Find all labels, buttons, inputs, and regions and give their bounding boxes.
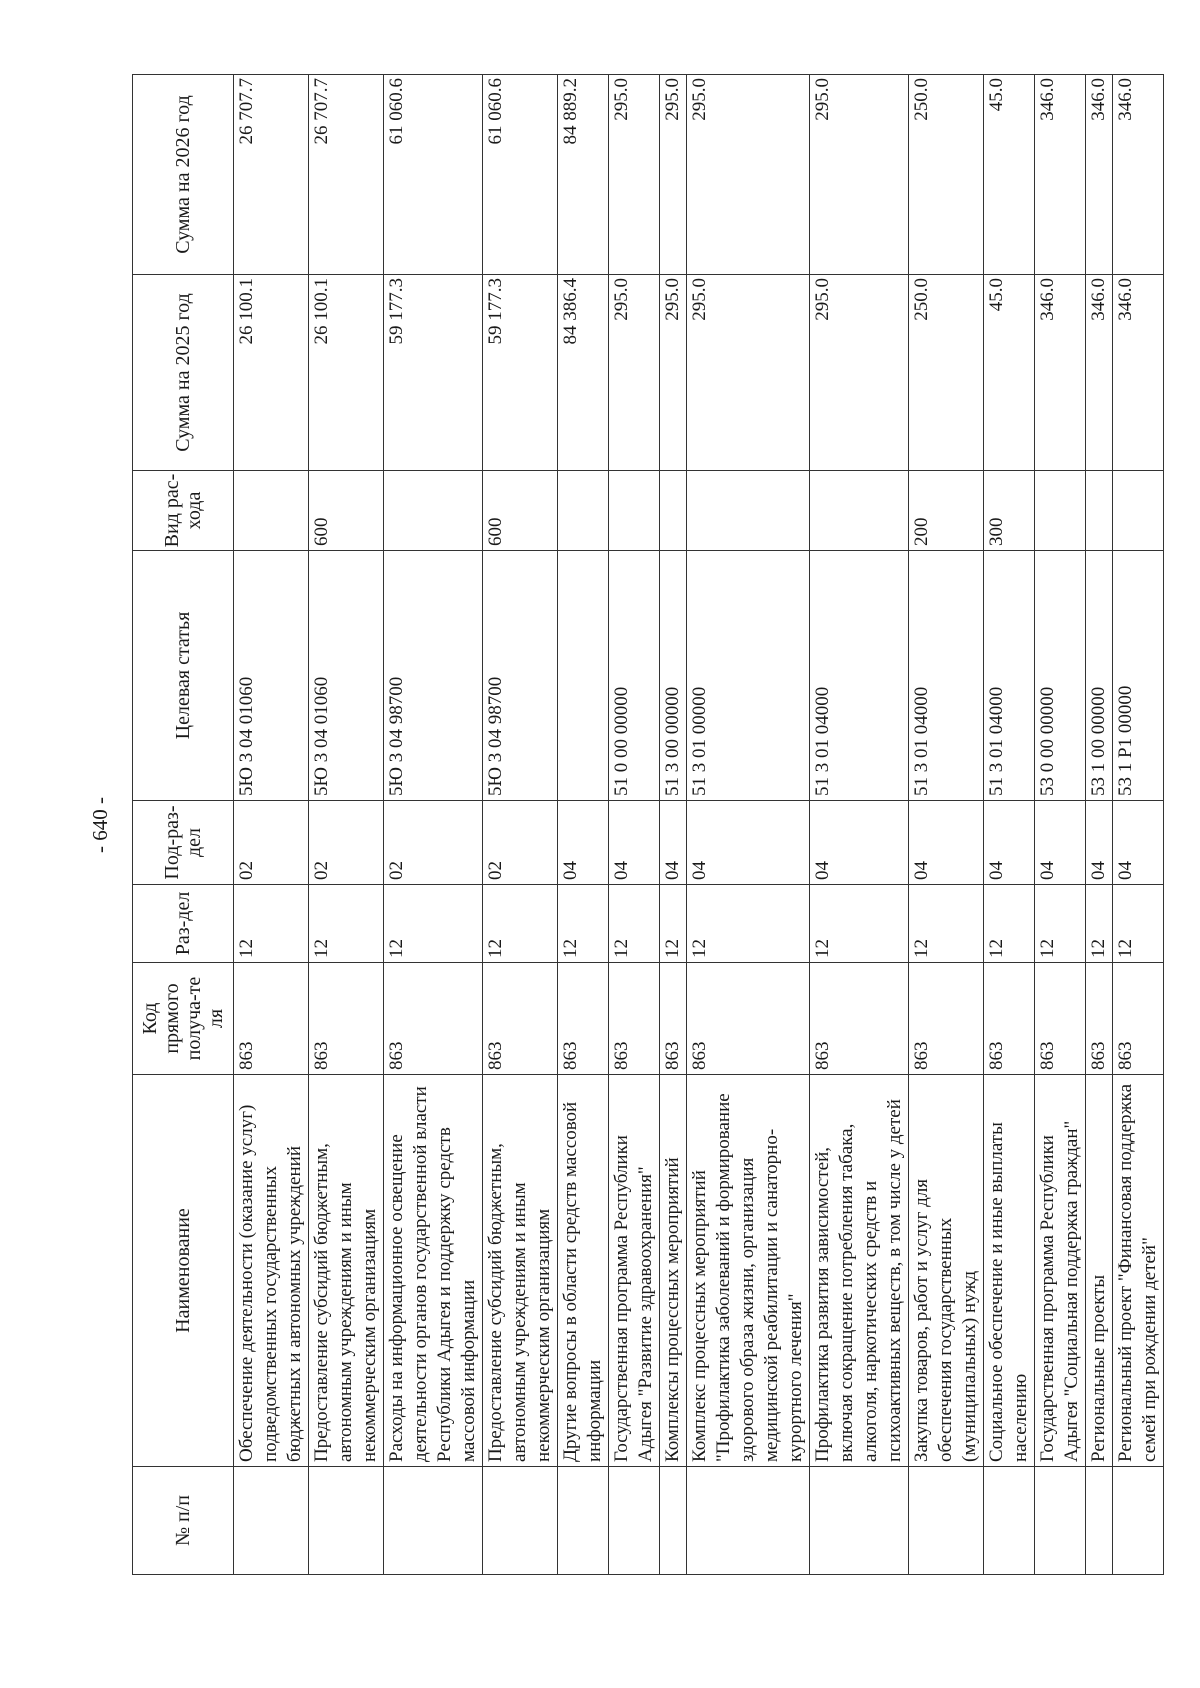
table-row	[234, 75, 309, 1575]
header-name: Наименование	[133, 1075, 234, 1467]
table-row	[984, 75, 1035, 1575]
row-code-cell: 863	[234, 963, 309, 1075]
row-num-cell	[687, 1467, 810, 1575]
table-row	[558, 75, 609, 1575]
header-sum2025: Сумма на 2025 год	[133, 275, 234, 471]
row-podrazdel-cell: 04	[558, 801, 609, 885]
row-podrazdel-cell: 04	[810, 801, 909, 885]
table-row	[687, 75, 810, 1575]
row-article-cell: 51 3 01 00000	[687, 551, 810, 801]
row-sum2026-cell: 250.0	[909, 75, 984, 275]
row-article-cell: 5Ю 3 04 98700	[384, 551, 483, 801]
row-razdel-cell: 12	[687, 885, 810, 963]
row-num-cell	[309, 1467, 384, 1575]
row-article-cell: 51 3 00 00000	[660, 551, 687, 801]
row-vid-cell	[810, 471, 909, 551]
header-num: № п/п	[133, 1467, 234, 1575]
row-razdel-cell: 12	[909, 885, 984, 963]
row-vid-cell: 200	[909, 471, 984, 551]
row-sum2026-cell: 295.0	[609, 75, 660, 275]
row-code-cell: 863	[1035, 963, 1086, 1075]
row-razdel-cell: 12	[483, 885, 558, 963]
row-podrazdel-cell: 04	[660, 801, 687, 885]
row-name-cell: Комплекс процессных мероприятий "Профилактика заболеваний и формирование здорового образа жизни, организация медицинской реабилитации и санаторно-курортного лечения"	[687, 1075, 810, 1467]
row-name-cell: Социальное обеспечение и иные выплаты населению	[984, 1075, 1035, 1467]
row-article-cell: 53 0 00 00000	[1035, 551, 1086, 801]
row-code-cell: 863	[558, 963, 609, 1075]
row-code-cell: 863	[483, 963, 558, 1075]
row-name-cell: Государственная программа Республики Адыгея "Развитие здравоохранения"	[609, 1075, 660, 1467]
row-num-cell	[1086, 1467, 1113, 1575]
row-vid-cell: 600	[309, 471, 384, 551]
row-sum2025-cell: 295.0	[810, 275, 909, 471]
row-sum2026-cell: 61 060.6	[384, 75, 483, 275]
row-name-cell: Обеспечение деятельности (оказание услуг) подведомственных государственных бюджетных и автономных учреждений	[234, 1075, 309, 1467]
page-number: - 640 -	[88, 797, 112, 853]
row-podrazdel-cell: 02	[483, 801, 558, 885]
row-razdel-cell: 12	[984, 885, 1035, 963]
table-row	[1035, 75, 1086, 1575]
row-article-cell: 51 3 01 04000	[810, 551, 909, 801]
row-razdel-cell: 12	[234, 885, 309, 963]
row-sum2026-cell: 346.0	[1035, 75, 1086, 275]
row-num-cell	[984, 1467, 1035, 1575]
row-razdel-cell: 12	[609, 885, 660, 963]
row-podrazdel-cell: 04	[609, 801, 660, 885]
table-row	[309, 75, 384, 1575]
row-name-cell: Закупка товаров, работ и услуг для обеспечения государственных (муниципальных) нужд	[909, 1075, 984, 1467]
row-code-cell: 863	[1113, 963, 1164, 1075]
row-vid-cell	[660, 471, 687, 551]
row-name-cell: Региональный проект "Финансовая поддержка семей при рождении детей"	[1113, 1075, 1164, 1467]
row-article-cell: 51 3 01 04000	[909, 551, 984, 801]
row-sum2025-cell: 59 177.3	[483, 275, 558, 471]
row-razdel-cell: 12	[1086, 885, 1113, 963]
budget-table	[132, 74, 1164, 1575]
row-code-cell: 863	[909, 963, 984, 1075]
row-num-cell	[234, 1467, 309, 1575]
row-name-cell: Предоставление субсидий бюджетным, автономным учреждениям и иным некоммерческим организациям	[309, 1075, 384, 1467]
rotated-page	[80, 65, 1160, 1585]
row-code-cell: 863	[810, 963, 909, 1075]
table-row	[609, 75, 660, 1575]
table-row	[810, 75, 909, 1575]
row-num-cell	[1113, 1467, 1164, 1575]
row-article-cell: 5Ю 3 04 01060	[309, 551, 384, 801]
row-code-cell: 863	[984, 963, 1035, 1075]
row-vid-cell	[687, 471, 810, 551]
row-sum2026-cell: 295.0	[810, 75, 909, 275]
table-row	[909, 75, 984, 1575]
row-razdel-cell: 12	[558, 885, 609, 963]
row-razdel-cell: 12	[1035, 885, 1086, 963]
row-code-cell: 863	[687, 963, 810, 1075]
row-article-cell: 53 1 Р1 00000	[1113, 551, 1164, 801]
header-razdel: Раз-дел	[133, 885, 234, 963]
row-name-cell: Государственная программа Республики Адыгея "Социальная поддержка граждан"	[1035, 1075, 1086, 1467]
row-sum2025-cell: 295.0	[687, 275, 810, 471]
row-podrazdel-cell: 04	[909, 801, 984, 885]
row-razdel-cell: 12	[1113, 885, 1164, 963]
row-code-cell: 863	[609, 963, 660, 1075]
row-num-cell	[1035, 1467, 1086, 1575]
row-name-cell: Расходы на информационное освещение деятельности органов государственной власти Республики Адыгея и поддержку средств массовой информации	[384, 1075, 483, 1467]
row-article-cell: 5Ю 3 04 01060	[234, 551, 309, 801]
row-vid-cell	[384, 471, 483, 551]
table-row	[1086, 75, 1113, 1575]
header-podrazdel: Под-раз-дел	[133, 801, 234, 885]
row-razdel-cell: 12	[309, 885, 384, 963]
row-sum2025-cell: 59 177.3	[384, 275, 483, 471]
row-podrazdel-cell: 04	[984, 801, 1035, 885]
table-row	[1113, 75, 1164, 1575]
table-row	[483, 75, 558, 1575]
row-article-cell: 51 3 01 04000	[984, 551, 1035, 801]
row-vid-cell	[1086, 471, 1113, 551]
row-sum2025-cell: 295.0	[609, 275, 660, 471]
table-row	[660, 75, 687, 1575]
row-podrazdel-cell: 04	[1086, 801, 1113, 885]
row-name-cell: Профилактика развития зависимостей, включая сокращение потребления табака, алкоголя, наркотических средств и психоактивных веществ, в том числе у детей	[810, 1075, 909, 1467]
row-name-cell: Предоставление субсидий бюджетным, автономным учреждениям и иным некоммерческим организациям	[483, 1075, 558, 1467]
row-vid-cell: 300	[984, 471, 1035, 551]
row-num-cell	[909, 1467, 984, 1575]
row-sum2025-cell: 346.0	[1113, 275, 1164, 471]
row-vid-cell: 600	[483, 471, 558, 551]
row-name-cell: Другие вопросы в области средств массовой информации	[558, 1075, 609, 1467]
row-article-cell: 53 1 00 00000	[1086, 551, 1113, 801]
row-code-cell: 863	[1086, 963, 1113, 1075]
row-sum2025-cell: 346.0	[1086, 275, 1113, 471]
header-code: Код прямого получа-те ля	[133, 963, 234, 1075]
row-name-cell: Комплексы процессных мероприятий	[660, 1075, 687, 1467]
header-sum2026: Сумма на 2026 год	[133, 75, 234, 275]
row-name-cell: Региональные проекты	[1086, 1075, 1113, 1467]
row-podrazdel-cell: 04	[1113, 801, 1164, 885]
header-article: Целевая статья	[133, 551, 234, 801]
row-vid-cell	[609, 471, 660, 551]
row-sum2026-cell: 295.0	[687, 75, 810, 275]
row-num-cell	[660, 1467, 687, 1575]
row-article-cell: 5Ю 3 04 98700	[483, 551, 558, 801]
row-sum2026-cell: 45.0	[984, 75, 1035, 275]
row-razdel-cell: 12	[810, 885, 909, 963]
row-vid-cell	[1113, 471, 1164, 551]
header-vid: Вид рас-хода	[133, 471, 234, 551]
row-vid-cell	[234, 471, 309, 551]
row-razdel-cell: 12	[660, 885, 687, 963]
row-podrazdel-cell: 02	[234, 801, 309, 885]
row-sum2025-cell: 295.0	[660, 275, 687, 471]
table-row	[384, 75, 483, 1575]
row-sum2026-cell: 346.0	[1086, 75, 1113, 275]
row-num-cell	[558, 1467, 609, 1575]
row-sum2025-cell: 26 100.1	[234, 275, 309, 471]
row-sum2025-cell: 26 100.1	[309, 275, 384, 471]
row-sum2026-cell: 61 060.6	[483, 75, 558, 275]
row-article-cell	[558, 551, 609, 801]
table-header-row	[133, 75, 234, 1575]
row-vid-cell	[1035, 471, 1086, 551]
row-sum2026-cell: 295.0	[660, 75, 687, 275]
row-vid-cell	[558, 471, 609, 551]
row-razdel-cell: 12	[384, 885, 483, 963]
row-sum2025-cell: 45.0	[984, 275, 1035, 471]
row-sum2026-cell: 346.0	[1113, 75, 1164, 275]
row-code-cell: 863	[660, 963, 687, 1075]
row-podrazdel-cell: 02	[384, 801, 483, 885]
row-num-cell	[384, 1467, 483, 1575]
row-num-cell	[483, 1467, 558, 1575]
row-sum2025-cell: 84 386.4	[558, 275, 609, 471]
row-sum2025-cell: 346.0	[1035, 275, 1086, 471]
row-code-cell: 863	[309, 963, 384, 1075]
row-sum2026-cell: 26 707.7	[234, 75, 309, 275]
row-sum2025-cell: 250.0	[909, 275, 984, 471]
row-podrazdel-cell: 02	[309, 801, 384, 885]
row-sum2026-cell: 26 707.7	[309, 75, 384, 275]
row-num-cell	[609, 1467, 660, 1575]
row-article-cell: 51 0 00 00000	[609, 551, 660, 801]
row-num-cell	[810, 1467, 909, 1575]
row-sum2026-cell: 84 889.2	[558, 75, 609, 275]
row-podrazdel-cell: 04	[687, 801, 810, 885]
row-podrazdel-cell: 04	[1035, 801, 1086, 885]
row-code-cell: 863	[384, 963, 483, 1075]
